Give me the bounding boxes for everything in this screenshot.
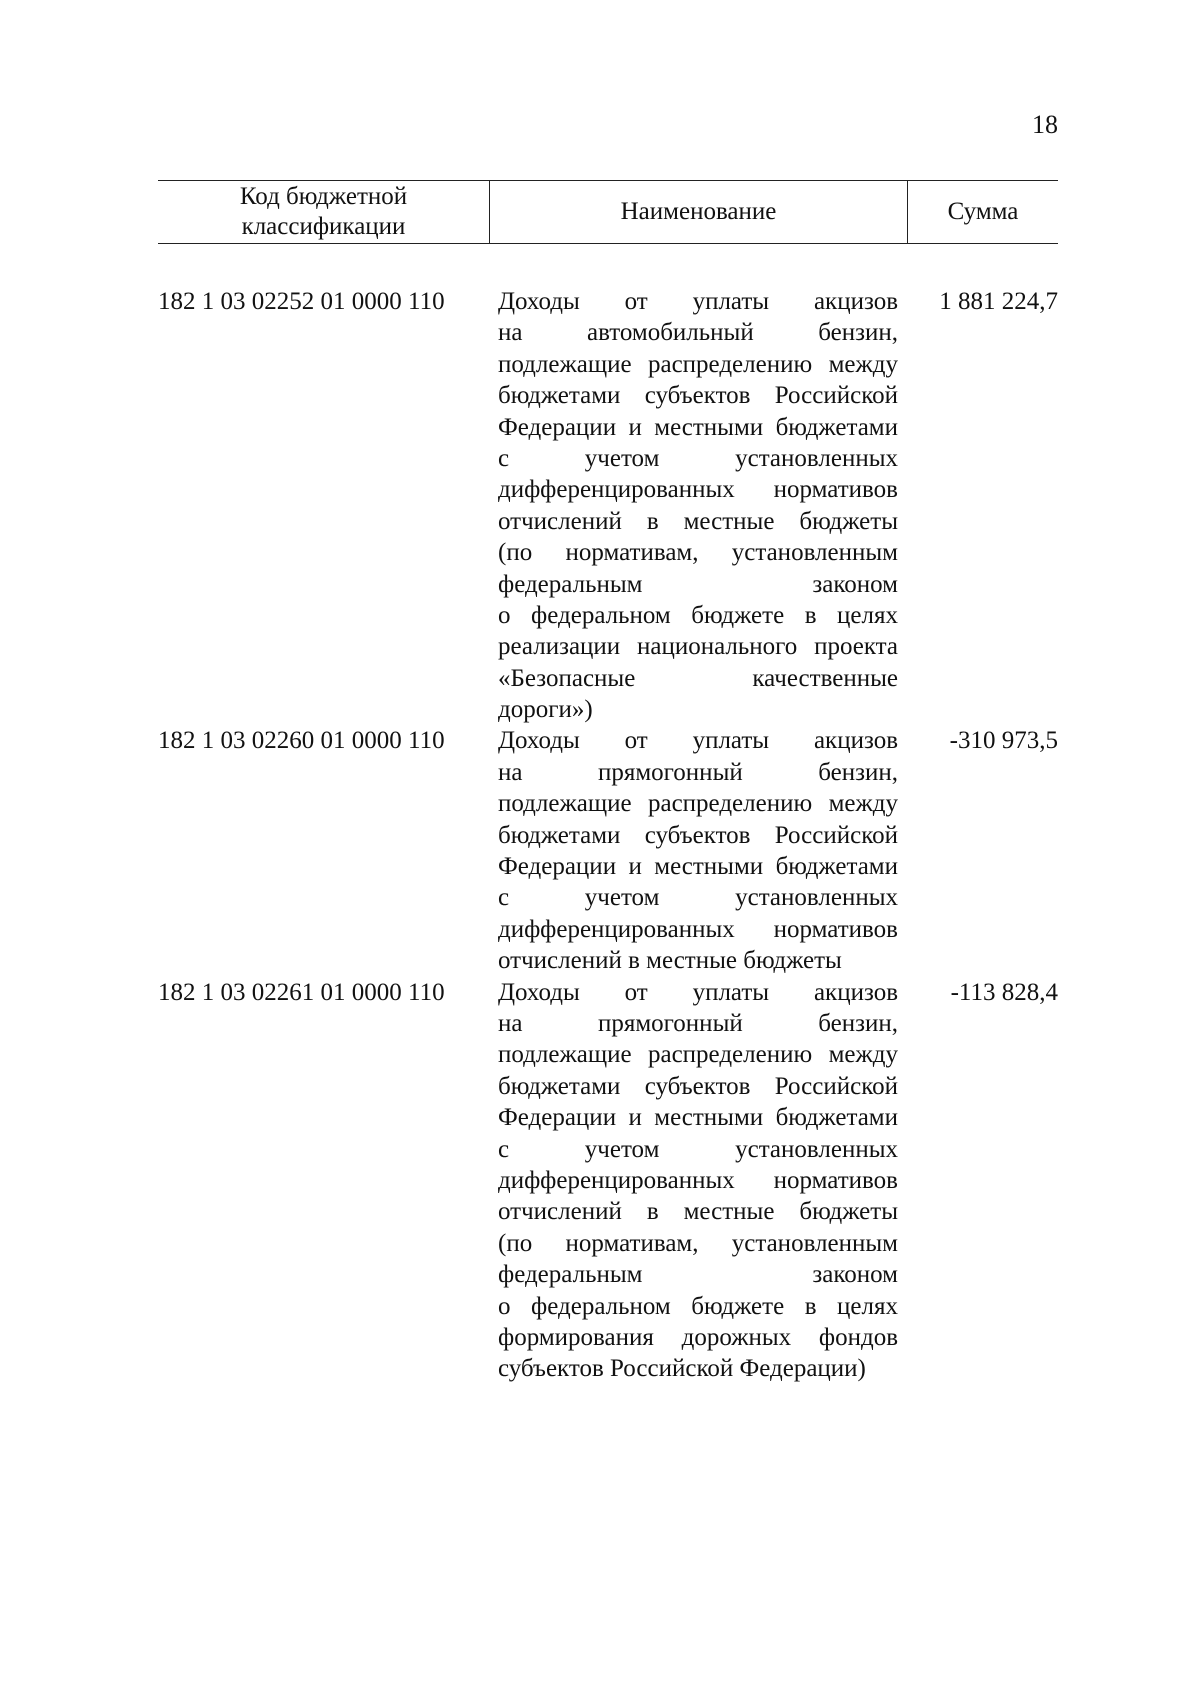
header-sum-column: Сумма [947,198,1019,225]
name-line: отчислений в местные бюджеты [498,947,842,975]
name-line: о федеральном бюджете в целях [498,601,898,629]
name-line: (по нормативам, установленным [498,1229,898,1257]
name-line: Доходы от уплаты акцизов [498,288,898,315]
name-line: отчислений в местные бюджеты [498,507,898,535]
name-line: с учетом установленных [498,1135,898,1163]
name-line: реализации национального проекта [498,633,898,661]
table-header [158,180,1058,244]
name-line: (по нормативам, установленным [498,539,898,567]
name-line: дифференцированных нормативов [498,1166,898,1194]
name-line: дороги») [498,696,593,724]
name-line: бюджетами субъектов Российской [498,1072,898,1100]
name-line: на автомобильный бензин, [498,319,898,347]
name-line: бюджетами субъектов Российской [498,821,898,849]
name-line: субъектов Российской Федерации) [498,1355,866,1383]
name-line: о федеральном бюджете в целях [498,1292,898,1320]
budget-code: 182 1 03 02260 01 0000 110 [158,727,445,755]
name-line: Федерации и местными бюджетами [498,413,898,441]
budget-sum: -113 828,4 [950,978,1058,1006]
table-row [158,977,1058,1385]
name-line: с учетом установленных [498,444,898,472]
name-line: бюджетами субъектов Российской [498,382,898,410]
name-line: на прямогонный бензин, [498,758,898,786]
name-line: дифференцированных нормативов [498,915,898,943]
name-line: подлежащие распределению между [498,790,898,818]
name-line: «Безопасные качественные [498,664,898,692]
budget-item-name [490,286,908,725]
header-code-column [158,181,490,243]
name-line: с учетом установленных [498,884,898,912]
name-line: Доходы от уплаты акцизов [498,727,898,755]
name-line: Доходы от уплаты акцизов [498,978,898,1006]
name-line: федеральным законом [498,1261,898,1289]
table-body [158,286,1058,1385]
name-line: формирования дорожных фондов [498,1323,898,1351]
budget-sum: -310 973,5 [949,727,1058,755]
budget-item-name [490,725,908,976]
name-line: Федерации и местными бюджетами [498,1104,898,1132]
table-row [158,286,1058,725]
budget-item-name [490,977,908,1385]
budget-code: 182 1 03 02261 01 0000 110 [158,978,445,1006]
header-code-line-1: Код бюджетной [239,183,408,210]
name-line: подлежащие распределению между [498,350,898,378]
page-number: 18 [1032,110,1058,139]
name-line: подлежащие распределению между [498,1041,898,1069]
table-row [158,725,1058,976]
name-line: дифференцированных нормативов [498,476,898,504]
header-name-column: Наименование [490,181,908,243]
budget-code: 182 1 03 02252 01 0000 110 [158,288,445,315]
name-line: Федерации и местными бюджетами [498,853,898,881]
name-line: отчислений в местные бюджеты [498,1198,898,1226]
header-code-line-2: классификации [241,213,406,240]
name-line: на прямогонный бензин, [498,1009,898,1037]
name-line: федеральным законом [498,570,898,598]
budget-sum: 1 881 224,7 [939,288,1058,315]
